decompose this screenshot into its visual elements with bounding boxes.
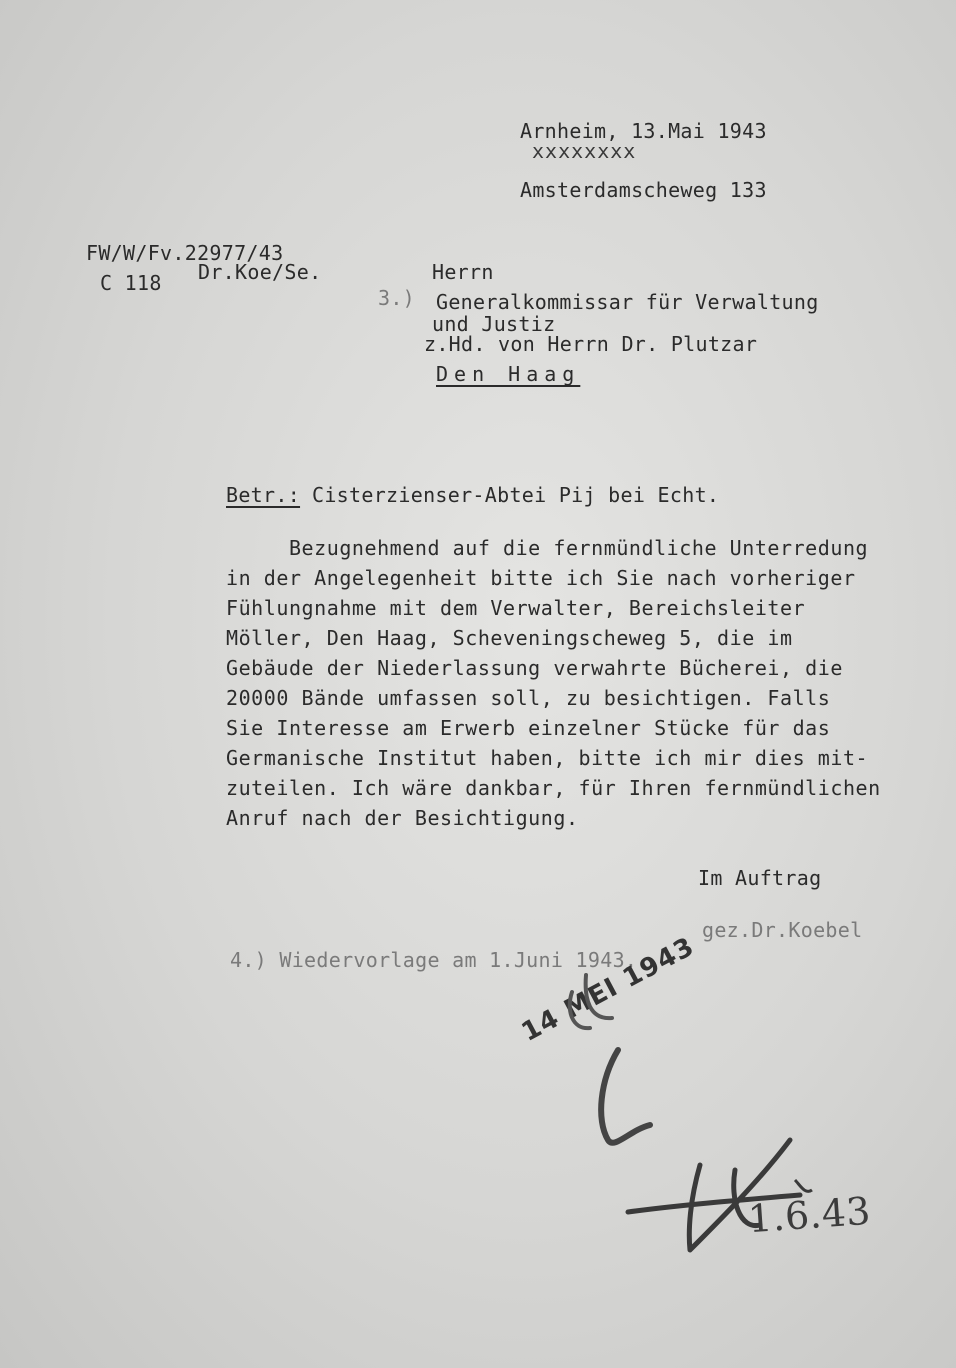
body-line: Bezugnehmend auf die fernmündliche Unterredung [226, 536, 869, 560]
body-line: in der Angelegenheit bitte ich Sie nach vorheriger [226, 566, 856, 590]
body-line: Germanische Institut haben, bitte ich mir dies mit- [226, 746, 869, 770]
subject-label: Betr.: [226, 483, 301, 507]
date-stamp: 14 MEI 1943 [516, 931, 700, 1048]
signature-tick [795, 1180, 812, 1191]
place-date: Arnheim, 13.Mai 1943 [520, 119, 767, 143]
pencil-mark [570, 975, 612, 1028]
im-auftrag: Im Auftrag [698, 866, 822, 890]
recipient-line-1: Generalkommissar für Verwaltung [436, 290, 819, 314]
body-line: Sie Interesse am Erwerb einzelner Stücke für das [226, 716, 831, 740]
body-line: Gebäude der Niederlassung verwahrte Bücherei, die [226, 656, 843, 680]
body-line: zuteilen. Ich wäre dankbar, für Ihren fernmündlichen [226, 776, 881, 800]
sender-address: Amsterdamscheweg 133 [520, 178, 767, 202]
recipient-line-3: z.Hd. von Herrn Dr. Plutzar [424, 332, 758, 356]
reference-code: C 118 [100, 271, 162, 295]
body-line: Möller, Den Haag, Scheveningscheweg 5, die im [226, 626, 793, 650]
struck-out-text: xxxxxxxx [532, 139, 637, 163]
typed-signature: gez.Dr.Koebel [702, 918, 863, 942]
body-line: Fühlungnahme mit dem Verwalter, Bereichsleiter [226, 596, 806, 620]
recipient-salutation: Herrn [432, 260, 494, 284]
author-initials: Dr.Koe/Se. [198, 260, 322, 284]
recipient-city: Den Haag [436, 362, 581, 386]
file-number: FW/W/Fv.22977/43 [86, 241, 284, 265]
body-line: 20000 Bände umfassen soll, zu besichtigen. Falls [226, 686, 831, 710]
followup-note: 4.) Wiedervorlage am 1.Juni 1943. [230, 948, 638, 972]
handwritten-date: 1.6.43 [746, 1188, 873, 1242]
subject-text: Cisterzienser-Abtei Pij bei Echt. [312, 483, 720, 507]
pencil-stroke [601, 1050, 650, 1143]
item-number-3: 3.) [378, 286, 416, 310]
body-line: Anruf nach der Besichtigung. [226, 806, 579, 830]
recipient-line-2: und Justiz [432, 312, 556, 336]
